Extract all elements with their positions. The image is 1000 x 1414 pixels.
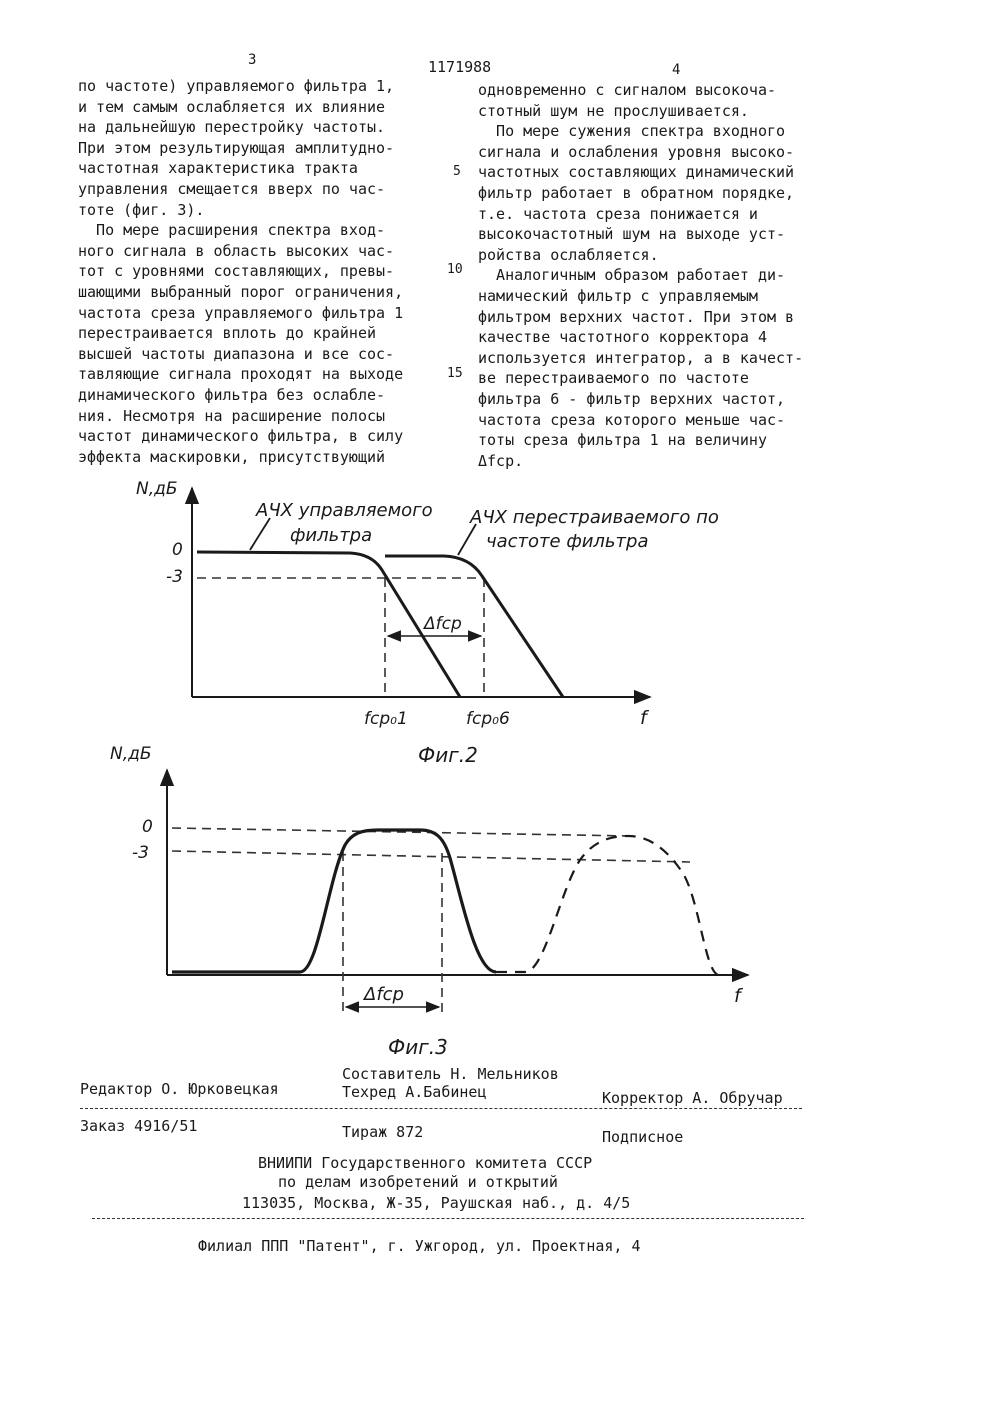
- left-column-line: и тем самым ослабляется их влияние: [78, 97, 386, 116]
- left-column-line: на дальнейшую перестройку частоты.: [78, 118, 386, 137]
- page-number-left: 3: [248, 52, 257, 68]
- imprint-org-line2: по делам изобретений и открытий: [278, 1173, 558, 1191]
- fig2-label2-leader: [458, 524, 476, 555]
- fig2-label1-leader: [250, 518, 270, 550]
- right-column-line: высокочастотный шум на выходе уст-: [478, 225, 786, 244]
- fig2-curve2-label-1: АЧХ перестраиваемого по: [470, 507, 719, 528]
- left-column-line: по частоте) управляемого фильтра 1,: [78, 77, 395, 95]
- right-column-line: частота среза которого меньше час-: [478, 410, 786, 429]
- left-column-line: частота среза управляемого фильтра 1: [78, 303, 404, 322]
- fig3-y-label: N,дБ: [110, 744, 152, 764]
- right-column-line: тоты среза фильтра 1 на величину: [478, 431, 767, 450]
- fig2-curve1-label-2: фильтра: [290, 525, 373, 546]
- right-column-line: ве перестраиваемого по частоте: [478, 369, 749, 388]
- fig2-curve2-label-2: частоте фильтра: [486, 531, 649, 552]
- right-column-line: качестве частотного корректора 4: [478, 328, 767, 347]
- right-column-line: Аналогичным образом работает ди-: [478, 266, 786, 285]
- line-number-5: 5: [453, 164, 461, 179]
- left-column-line: частотная характеристика тракта: [78, 159, 358, 178]
- left-column-line: тоте (фиг. 3).: [78, 200, 205, 219]
- right-column-line: т.е. частота среза понижается и: [478, 204, 758, 223]
- right-column-line: намический фильтр с управляемым: [478, 286, 758, 305]
- right-column-line: фильтром верхних частот. При этом в: [478, 307, 795, 326]
- imprint-rule-1: [80, 1108, 802, 1109]
- left-column-line: динамического фильтра без ослабле-: [78, 385, 386, 404]
- left-column-line: шающими выбранный порог ограничения,: [78, 282, 404, 301]
- fig3: [110, 744, 748, 1059]
- right-column-line: частотных составляющих динамический: [478, 163, 795, 182]
- fig2-caption: Фиг.2: [418, 743, 478, 767]
- left-column-line: тавляющие сигнала проходят на выходе: [78, 365, 404, 384]
- imprint-corrector: Корректор А. Обручар: [602, 1089, 783, 1107]
- right-column-line: сигнала и ослабления уровня высоко-: [478, 142, 795, 161]
- line-number-10: 10: [447, 262, 463, 277]
- imprint-org-line1: ВНИИПИ Государственного комитета СССР: [258, 1154, 593, 1172]
- left-column-line: тот с уровнями составляющих, превы-: [78, 262, 395, 281]
- imprint-subscription: Подписное: [602, 1128, 684, 1146]
- right-column-line: ройства ослабляется.: [478, 245, 659, 264]
- page-number-right: 4: [672, 62, 681, 78]
- left-column-line: ного сигнала в область высоких час-: [78, 241, 395, 260]
- imprint-order: Заказ 4916/51: [80, 1117, 198, 1135]
- fig3-caption: Фиг.3: [388, 1035, 448, 1059]
- left-column-line: эффекта маскировки, присутствующий: [78, 447, 386, 466]
- right-column-line: используется интегратор, а в качест-: [478, 348, 804, 367]
- fig2-y-label: N,дБ: [136, 479, 178, 499]
- right-column-line: Δfср.: [478, 451, 524, 470]
- imprint-circulation: Тираж 872: [342, 1123, 424, 1141]
- fig2-f1-label: fср₀1: [364, 709, 408, 729]
- line-number-15: 15: [447, 366, 463, 381]
- imprint-compiler: Составитель Н. Мельников: [342, 1065, 559, 1083]
- imprint-techred: Техред А.Бабинец: [342, 1083, 487, 1101]
- left-column-line: частот динамического фильтра, в силу: [78, 427, 404, 446]
- right-column-line: стотный шум не прослушивается.: [478, 101, 749, 120]
- fig3-tick-minus3: -3: [132, 843, 149, 863]
- left-column-line: управления смещается вверх по час-: [78, 179, 386, 198]
- right-column-line: одновременно с сигналом высокоча-: [478, 81, 777, 99]
- left-column-line: По мере расширения спектра вход-: [78, 221, 386, 240]
- imprint-branch: Филиал ППП "Патент", г. Ужгород, ул. Проектная, 4: [198, 1237, 641, 1255]
- fig2-curve1-label-1: АЧХ управляемого: [256, 500, 433, 521]
- fig2-tick-minus3: -3: [166, 567, 183, 587]
- fig2-tick-0: 0: [172, 540, 183, 560]
- fig2-delta-label: Δfср: [424, 614, 462, 634]
- patent-number: 1171988: [428, 58, 492, 76]
- imprint-editor: Редактор О. Юрковецкая: [80, 1080, 279, 1098]
- right-column-line: фильтра 6 - фильтр верхних частот,: [478, 389, 786, 408]
- fig3-x-label: f: [734, 985, 741, 1007]
- fig3-passband-shifted: [496, 836, 718, 975]
- fig2-x-label: f: [640, 707, 647, 729]
- left-column-line: ния. Несмотря на расширение полосы: [78, 406, 386, 425]
- fig2-curve-controlled-filter: [197, 552, 460, 697]
- fig3-delta-label: Δfср: [364, 984, 404, 1005]
- imprint-rule-2: [92, 1218, 804, 1219]
- left-column-line: высшей частоты диапазона и все сос-: [78, 344, 395, 363]
- fig3-tick-0: 0: [142, 817, 153, 837]
- fig2: [136, 479, 719, 767]
- right-column-line: По мере сужения спектра входного: [478, 122, 786, 141]
- imprint-org-line3: 113035, Москва, Ж-35, Раушская наб., д. 4/5: [242, 1194, 631, 1212]
- right-column-line: фильтр работает в обратном порядке,: [478, 183, 795, 202]
- fig2-curve-tunable-filter: [385, 556, 563, 697]
- left-column-line: перестраивается вплоть до крайней: [78, 324, 377, 343]
- fig2-f6-label: fср₀6: [466, 709, 510, 729]
- left-column-line: При этом результирующая амплитудно-: [78, 138, 395, 157]
- fig3-minus3-line: [172, 851, 690, 862]
